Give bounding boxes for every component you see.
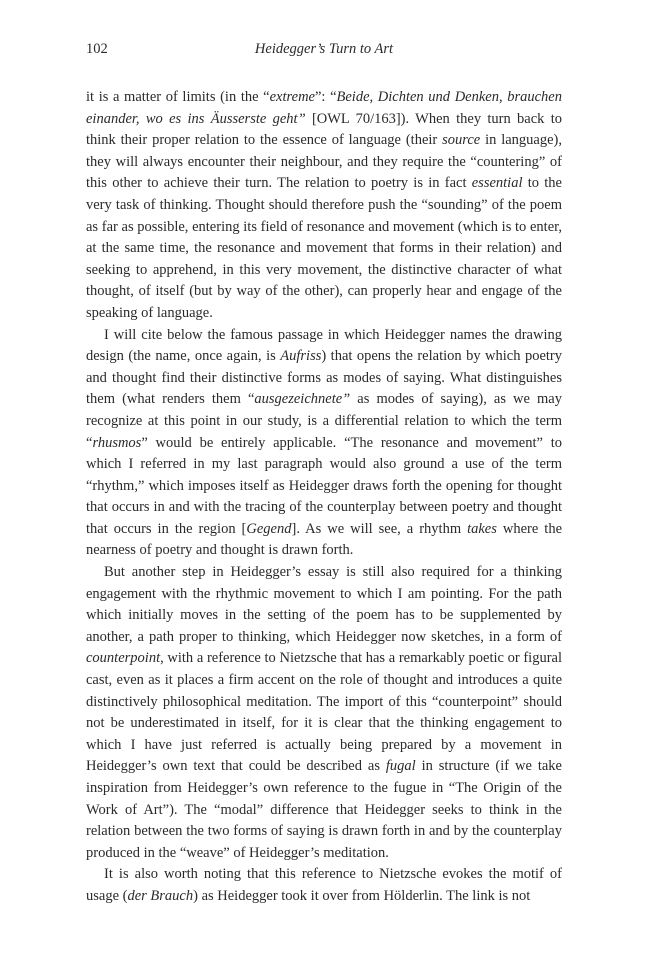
italic-text: essential [471,175,523,192]
text-run: , with a reference to Nietzsche that has a remarkably poetic or figural cast, even as it places a firm accent on the role of thought and introduces a quite distinctively philosophical meditation. The import of this “counterpoint” should not be underestimated in itself, for it is clear that the thinking engagement to which I have just referred is actually being prepared by a movement in Heidegger’s own text that could be described as [86,650,562,775]
text-run: where the nearness of poetry and thought is drawn forth. [86,520,562,559]
text-run: [OWL 70/163]). When they turn back to think their proper relation to the essence of language (their [86,110,562,149]
italic-text: Aufriss [280,348,322,365]
page-header [86,41,562,61]
text-run: ]. As we will see, a rhythm [291,520,468,537]
italic-text: rhusmos [92,434,142,451]
running-title: Heidegger’s Turn to Art [254,41,394,57]
text-run: ) that opens the relation by which poetry and thought find their distinctive forms as modes of saying. What distinguishes them (what renders them “ [86,348,562,408]
italic-text: source [442,132,481,149]
text-run: ” would be entirely applicable. “The resonance and movement” to which I referred in my last paragraph would also ground a use of the term “rhythm,” which imposes itself as Heidegger draws forth the opening for thought that occurs in and with the tracing of the counterplay between poetry and thought that occurs in the region [ [86,434,562,537]
text-run: ”: “ [314,89,337,105]
paragraph-1 [86,87,562,325]
text-run: It is also worth noting that this reference to Nietzsche evokes the motif of usage ( [86,866,562,904]
italic-text: counterpoint [86,650,161,667]
text-run: I will cite below the famous passage in which Heidegger names the drawing design (the name, once again, is [86,326,562,365]
body-text [86,87,562,908]
text-run: in structure (if we take inspiration from Heidegger’s own reference to the fugue in “The Origin of the Work of Art”). The “modal” difference that Heidegger seeks to think in the relation between the two forms of saying is drawn forth in and by the counterplay produced in the “weave” of Heidegger’s meditation. [86,758,562,861]
page-number: 102 [86,41,108,57]
italic-text: fugal [385,758,416,775]
text-run: in language), they will always encounter their neighbour, and they require the “countering” of this other to achieve their turn. The relation to poetry is in fact [86,132,562,192]
text-run: to the very task of thinking. Thought should therefore push the “sounding” of the poem as far as possible, entering its field of resonance and movement (which is to enter, at the same time, the resonance and movement that forms in their relation) and seeking to apprehend, in this very movement, the distinctive character of what thought, of itself (but by way of the other), can properly hear and engage of the speaking of language. [86,175,562,321]
paragraph-4 [86,864,562,907]
italic-text: extreme [269,89,315,105]
italic-text: der Brauch [127,887,194,904]
paragraph-3 [86,562,562,864]
text-run: it is a matter of limits (in the “ [86,89,270,105]
text-run: ) as Heidegger took it over from Hölderlin. The link is not [193,887,531,904]
italic-text: Beide, Dichten und Denken, brauchen einander, wo es ins Äusserste geht” [86,89,562,127]
text-run: But another step in Heidegger’s essay is still also required for a thinking engagement with the rhythmic movement to which I am pointing. For the path which initially moves in the setting of the poem has to be supplemented by another, a path proper to thinking, which Heidegger now sketches, in a form of [86,564,562,645]
italic-text: ausgezeichnete” [254,391,351,408]
italic-text: Gegend [246,520,292,537]
italic-text: takes [467,520,497,537]
paragraph-2 [86,325,562,563]
text-run: as modes of saying), as we may recognize at this point in our study, is a differential relation to which the term “ [86,391,562,451]
